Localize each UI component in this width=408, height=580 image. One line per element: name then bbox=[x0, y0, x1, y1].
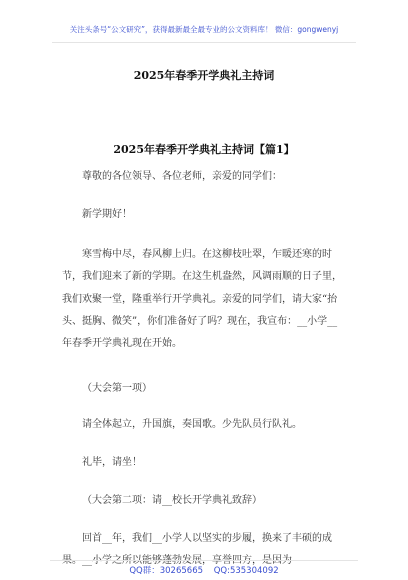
review-paragraph: 回首__年，我们__小学人以坚实的步履，换来了丰硕的成 bbox=[82, 533, 332, 544]
greeting-paragraph: 尊敬的各位领导、各位老师，亲爱的同学们： bbox=[82, 171, 282, 182]
section-title: 2025年春季开学典礼主持词【篇1】 bbox=[113, 143, 295, 156]
qq-number: QQ:535304092 bbox=[213, 566, 279, 576]
document-title: 2025年春季开学典礼主持词 bbox=[133, 69, 275, 82]
flag-ceremony-paragraph: 请全体起立，升国旗，奏国歌。少先队员行队礼。 bbox=[82, 419, 302, 430]
header-divider bbox=[52, 42, 356, 43]
agenda-item-2: （大会第二项：请__校长开学典礼致辞） bbox=[82, 495, 262, 506]
header-notice: 关注头条号“公文研究”，获得最新最全最专业的公文资料库！ 微信：gongwenyj bbox=[69, 25, 339, 34]
opening-paragraph: 寒雪梅中尽，春风柳上归。在这柳枝吐翠，乍暖还寒的时节，我们迎来了新的学期。在这生机盎然，风调雨顺的日子里，我们欢聚一堂，隆重举行开学典礼。亲爱的同学们，请大家“抬头、挺胸、微笑”，你们准备好了吗？现在，我宣布：__小学__年春季开学典礼现在开始。 bbox=[62, 249, 342, 350]
footer-divider bbox=[50, 560, 358, 561]
new-term-paragraph: 新学期好！ bbox=[82, 209, 132, 220]
be-seated-paragraph: 礼毕，请坐！ bbox=[82, 457, 142, 468]
footer-contact bbox=[0, 564, 408, 576]
agenda-item-1: （大会第一项） bbox=[82, 383, 152, 394]
qq-group: QQ群：30265665 bbox=[129, 566, 204, 576]
